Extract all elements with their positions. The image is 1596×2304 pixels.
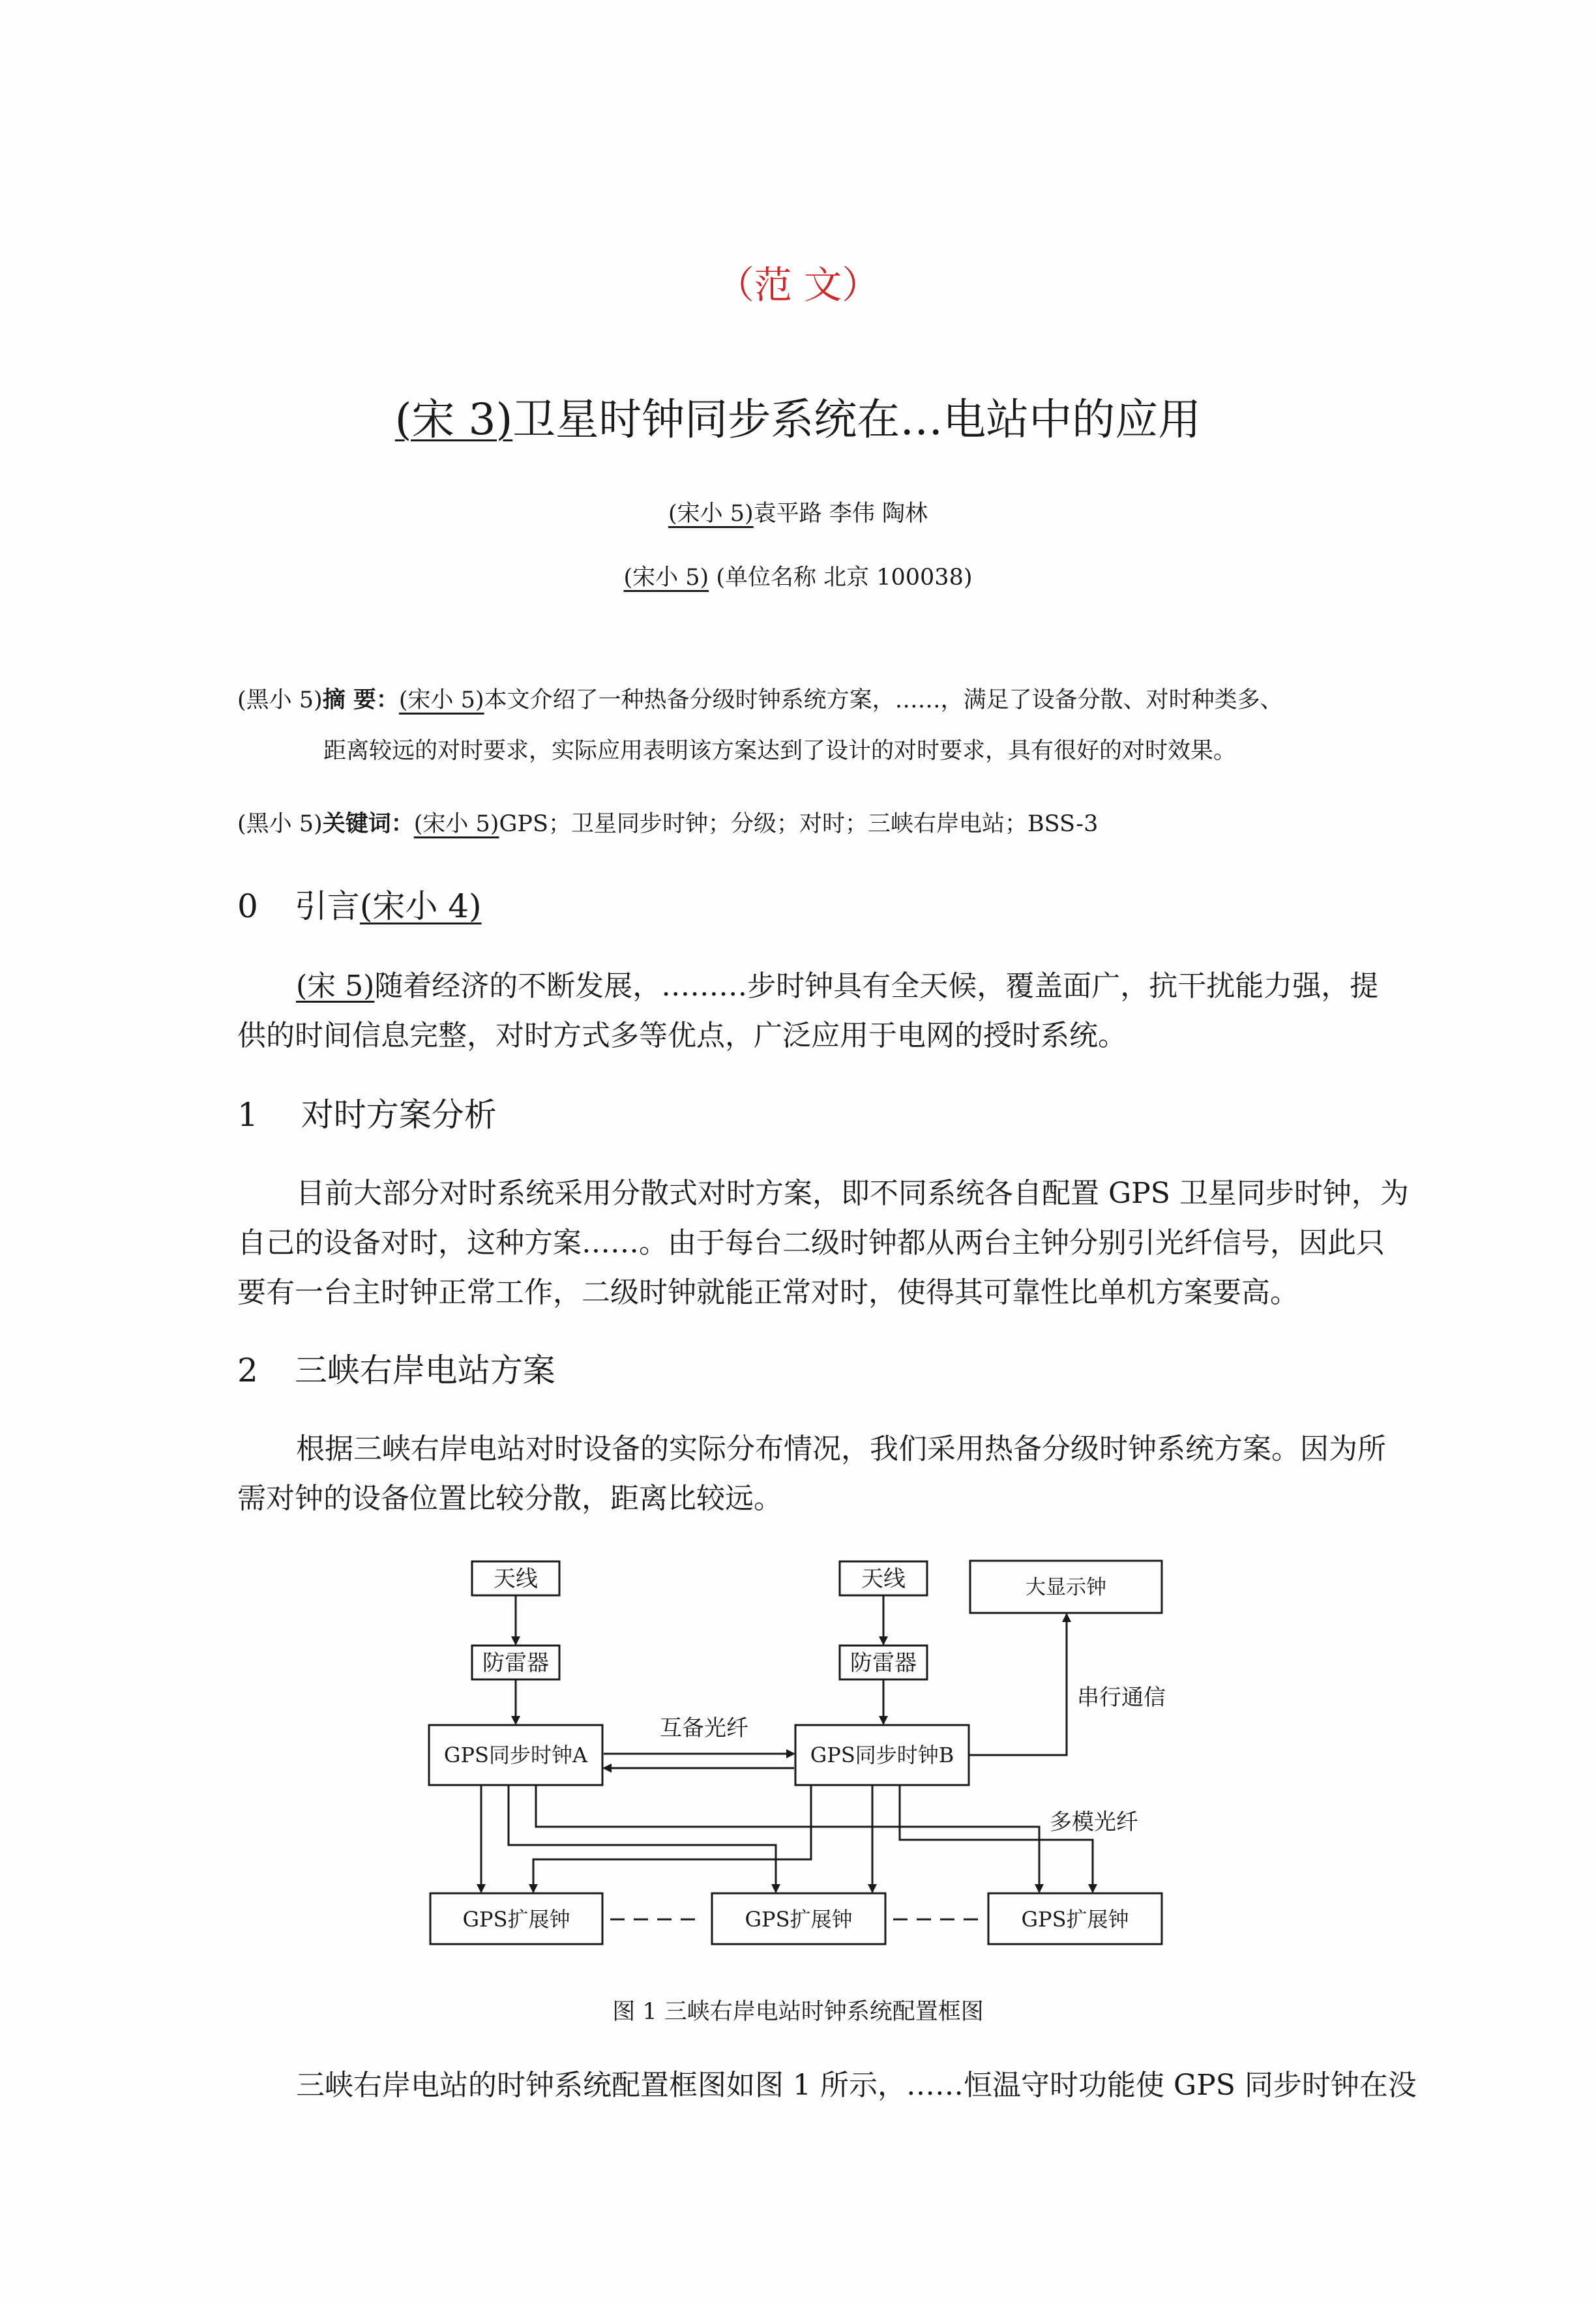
keywords-font-note: (黑小 5) xyxy=(237,811,323,837)
affiliation-font-note: (宋小 5) xyxy=(623,565,709,591)
section-0-number: 0 xyxy=(237,887,258,925)
section-0-para-line-2: 供的时间信息完整，对时方式多等优点，广泛应用于电网的授时系统。 xyxy=(237,1019,1127,1052)
multimode-fiber-label: 多模光纤 xyxy=(1050,1809,1138,1835)
arrester-b-label: 防雷器 xyxy=(850,1650,917,1676)
arrow-b-ext3 xyxy=(900,1785,1093,1892)
section-2-line-1: 根据三峡右岸电站对时设备的实际分布情况，我们采用热备分级时钟系统方案。因为所 xyxy=(296,1432,1386,1466)
abstract-font-note: (黑小 5) xyxy=(237,687,323,713)
antenna-a-label: 天线 xyxy=(494,1566,538,1592)
arrow-serial-comm xyxy=(969,1614,1067,1755)
backup-fiber-label: 互备光纤 xyxy=(660,1715,748,1741)
ext-clock-3-label: GPS扩展钟 xyxy=(1021,1907,1129,1932)
document-label: （范 文） xyxy=(716,263,880,307)
section-1-number: 1 xyxy=(237,1096,258,1134)
keywords-label: 关键词： xyxy=(322,811,414,837)
section-2-title: 三峡右岸电站方案 xyxy=(294,1351,555,1389)
section-0-title: 引言 xyxy=(294,887,360,925)
author-names: 袁平路 李伟 陶林 xyxy=(753,501,928,527)
section-1-line-1: 目前大部分对时系统采用分散式对时方案，即不同系统各自配置 GPS 卫星同步时钟，为 xyxy=(296,1177,1409,1210)
abstract-text-1: 本文介绍了一种热备分级时钟系统方案，……，满足了设备分散、对时种类多、 xyxy=(484,687,1283,713)
section-1-line-3: 要有一台主时钟正常工作，二级时钟就能正常对时，使得其可靠性比单机方案要高。 xyxy=(237,1276,1299,1309)
section-1-title: 对时方案分析 xyxy=(301,1096,497,1134)
section-0-para-text-1: 随着经济的不断发展，………步时钟具有全天候，覆盖面广，抗干扰能力强，提 xyxy=(374,969,1379,1003)
keywords-body-font-note: (宋小 5) xyxy=(413,811,499,837)
section-0-font-note: (宋小 4) xyxy=(359,887,482,925)
ext-clock-1-label: GPS扩展钟 xyxy=(462,1907,570,1932)
section-2-number: 2 xyxy=(237,1351,258,1389)
closing-paragraph-line: 三峡右岸电站的时钟系统配置框图如图 1 所示，……恒温守时功能使 GPS 同步时钟在没 xyxy=(296,2069,1417,2102)
arrow-a-ext2 xyxy=(509,1785,776,1892)
section-1-line-2: 自己的设备对时，这种方案……。由于每台二级时钟都从两台主钟分别引光纤信号，因此只 xyxy=(237,1226,1385,1260)
arrester-a-label: 防雷器 xyxy=(482,1650,549,1676)
serial-comm-label: 串行通信 xyxy=(1077,1685,1166,1711)
affiliation-text: (单位名称 北京 100038) xyxy=(709,565,973,591)
antenna-b-label: 天线 xyxy=(861,1566,906,1592)
keywords-text: GPS；卫星同步时钟；分级；对时；三峡右岸电站；BSS-3 xyxy=(499,811,1099,837)
clock-a-label: GPS同步时钟A xyxy=(443,1743,588,1767)
abstract-body-font-note: (宋小 5) xyxy=(398,687,484,713)
arrow-a-ext3 xyxy=(536,1785,1039,1892)
section-2-line-2: 需对钟的设备位置比较分散，距离比较远。 xyxy=(237,1482,782,1515)
clock-b-label: GPS同步时钟B xyxy=(810,1743,954,1767)
ext-clock-2-label: GPS扩展钟 xyxy=(745,1907,853,1932)
arrow-b-ext1 xyxy=(533,1785,811,1892)
title-font-note: (宋 3) xyxy=(394,394,513,445)
figure-caption: 图 1 三峡右岸电站时钟系统配置框图 xyxy=(612,1999,984,2025)
abstract-label: 摘 要： xyxy=(322,687,399,713)
title-text: 卫星时钟同步系统在…电站中的应用 xyxy=(512,394,1202,445)
authors-font-note: (宋小 5) xyxy=(668,501,754,527)
section-0-para-font-note: (宋 5) xyxy=(296,969,375,1003)
big-clock-label: 大显示钟 xyxy=(1026,1576,1106,1599)
abstract-line-2: 距离较远的对时要求，实际应用表明该方案达到了设计的对时要求，具有很好的对时效果。 xyxy=(323,738,1237,764)
